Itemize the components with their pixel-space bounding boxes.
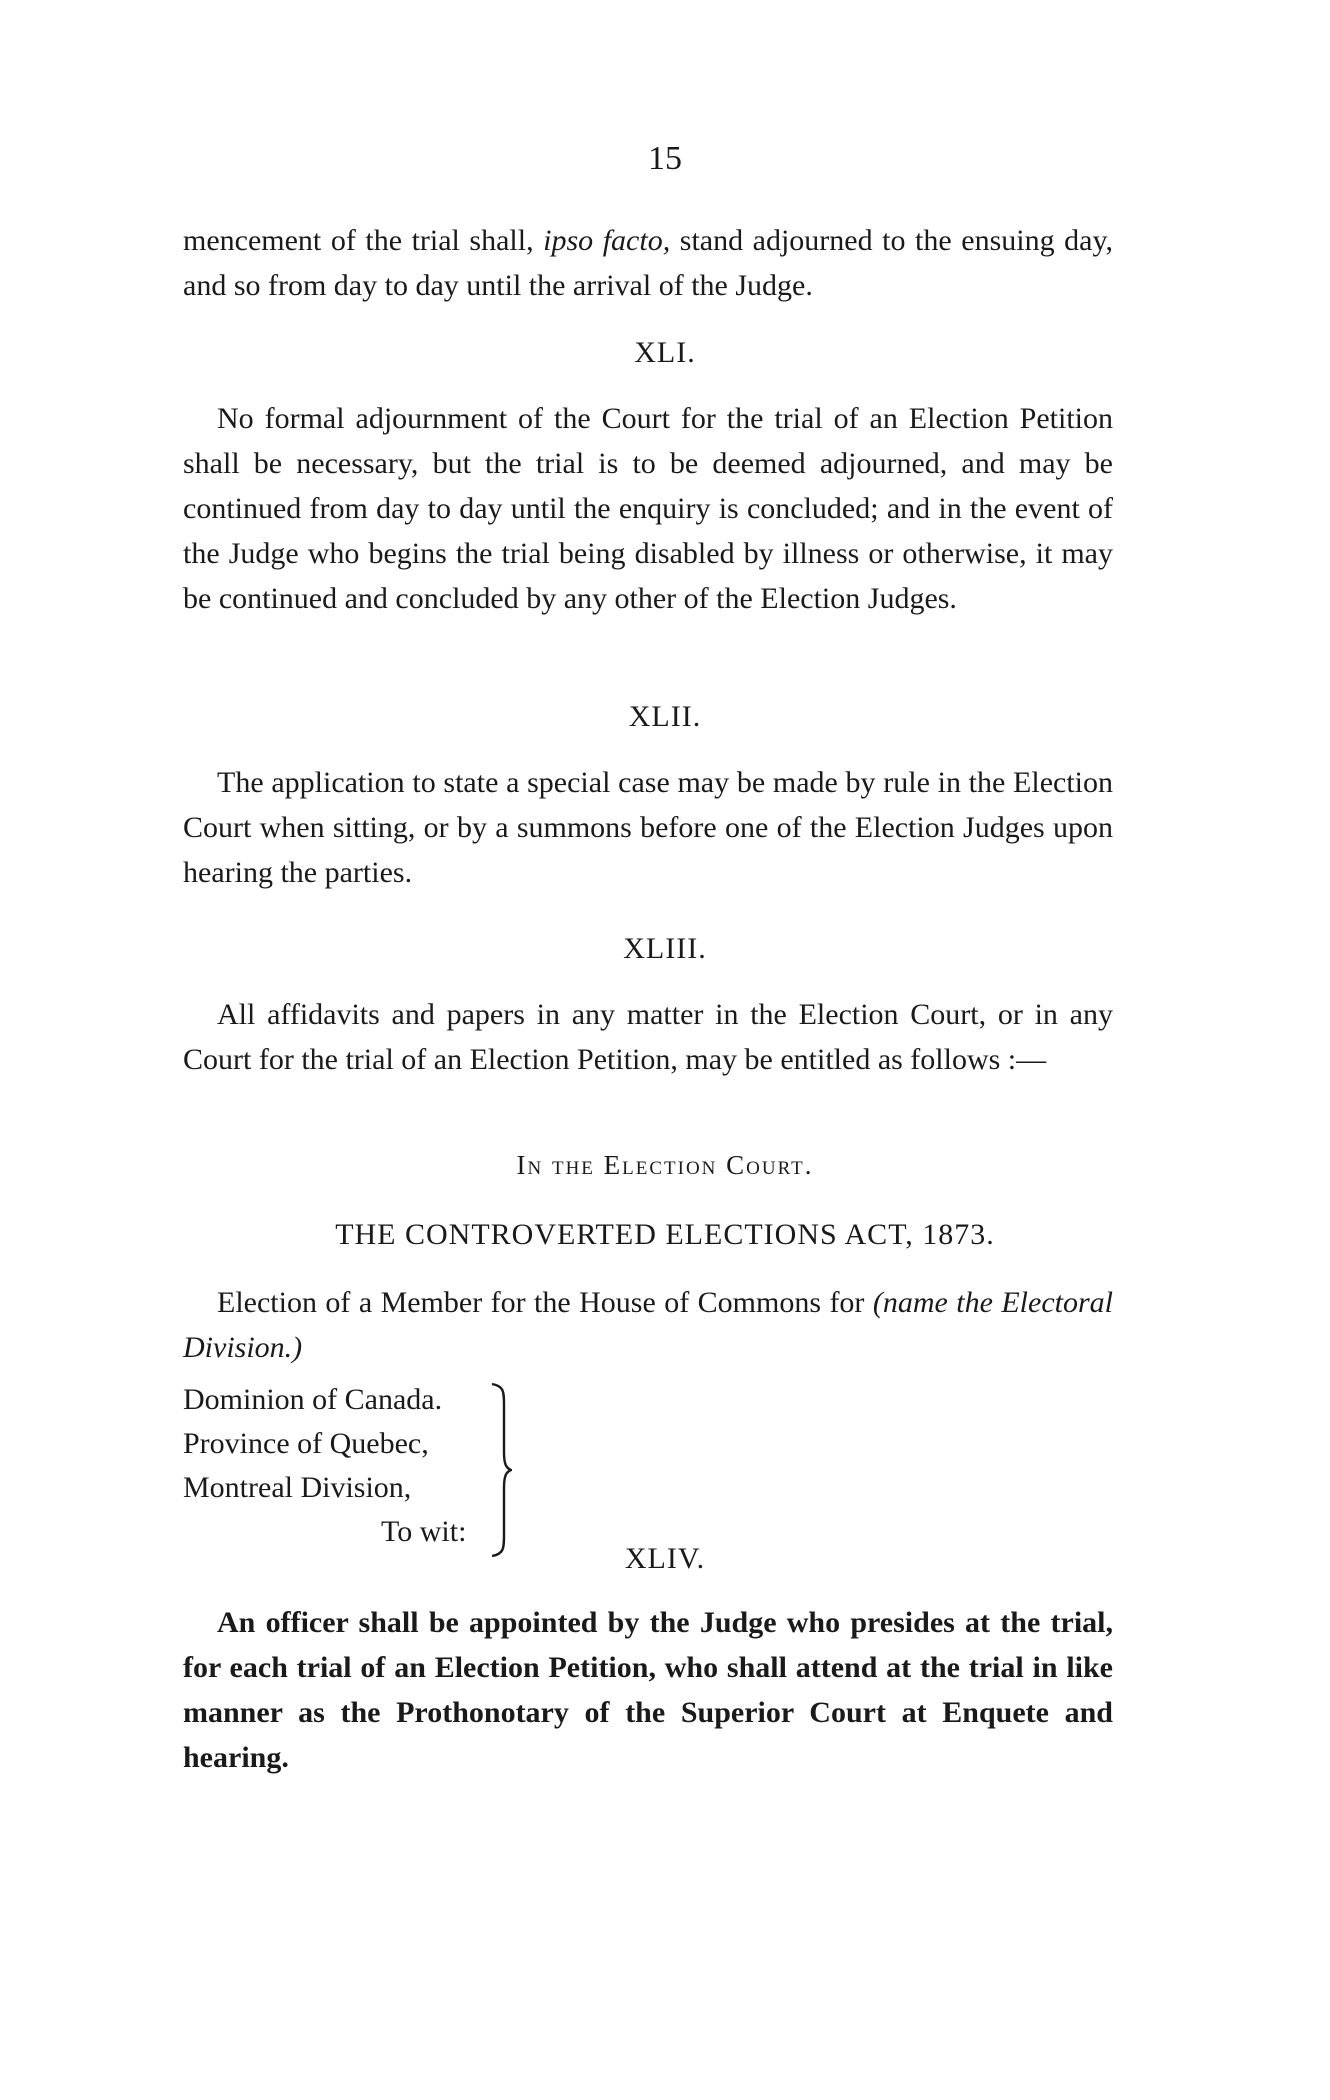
election-text: Election of a Member for the House of Commons for [217,1286,873,1319]
section-heading-xliii: XLIII. [623,932,707,965]
election-caption [183,1280,1113,1370]
court-heading: In the Election Court. [516,1150,814,1180]
section-heading-xliv: XLIV. [624,1542,706,1575]
venue-line-division: Montreal Division, [183,1471,412,1504]
intro-text-end: stand adjourned to the ensuing day, and so from day to day until the arrival of the Judge. [183,224,1113,302]
section-heading-xlii: XLII. [628,700,702,733]
section-text-xliii [183,992,1113,1082]
section-paragraph: No formal adjournment of the Court for the trial of an Election Petition shall be necessary, but the trial is to be deemed adjourned, and may be continued from day to day until the enquiry is concluded; and in the event of the Judge who begins the trial being disabled by illness or otherwise, it may be continued and concluded by any other of the Election Judges. [183,402,1113,615]
section-text-xli [183,396,1113,621]
venue-line-province: Province of Quebec, [183,1427,429,1460]
section-paragraph: All affidavits and papers in any matter in the Election Court, or in any Court for the trial of an Election Petition, may be entitled as follows :— [183,998,1113,1076]
venue-block [183,1378,466,1554]
act-title: THE CONTROVERTED ELECTIONS ACT, 1873. [335,1218,995,1251]
section-paragraph: The application to state a special case may be made by rule in the Election Court when sitting, or by a summons before one of the Election Judges upon hearing the parties. [183,766,1113,889]
intro-text-start: mencement of the trial shall, [183,224,544,257]
section-heading-xli: XLI. [634,336,696,369]
venue-line-dominion: Dominion of Canada. [183,1383,443,1416]
intro-paragraph [183,218,1113,308]
section-paragraph: An officer shall be appointed by the Judge who presides at the trial, for each trial of an Election Petition, who shall attend at the trial in like manner as the Prothonotary of the Superior Court at Enquete and hearing. [183,1606,1113,1774]
election-italic: (name the Electoral Division.) [183,1286,1113,1364]
page-number: 15 [648,140,682,177]
intro-italic: ipso facto, [543,224,671,257]
curly-brace-icon [490,1382,512,1558]
section-text-xliv [183,1600,1113,1780]
to-wit: To wit: [381,1515,467,1548]
section-text-xlii [183,760,1113,895]
